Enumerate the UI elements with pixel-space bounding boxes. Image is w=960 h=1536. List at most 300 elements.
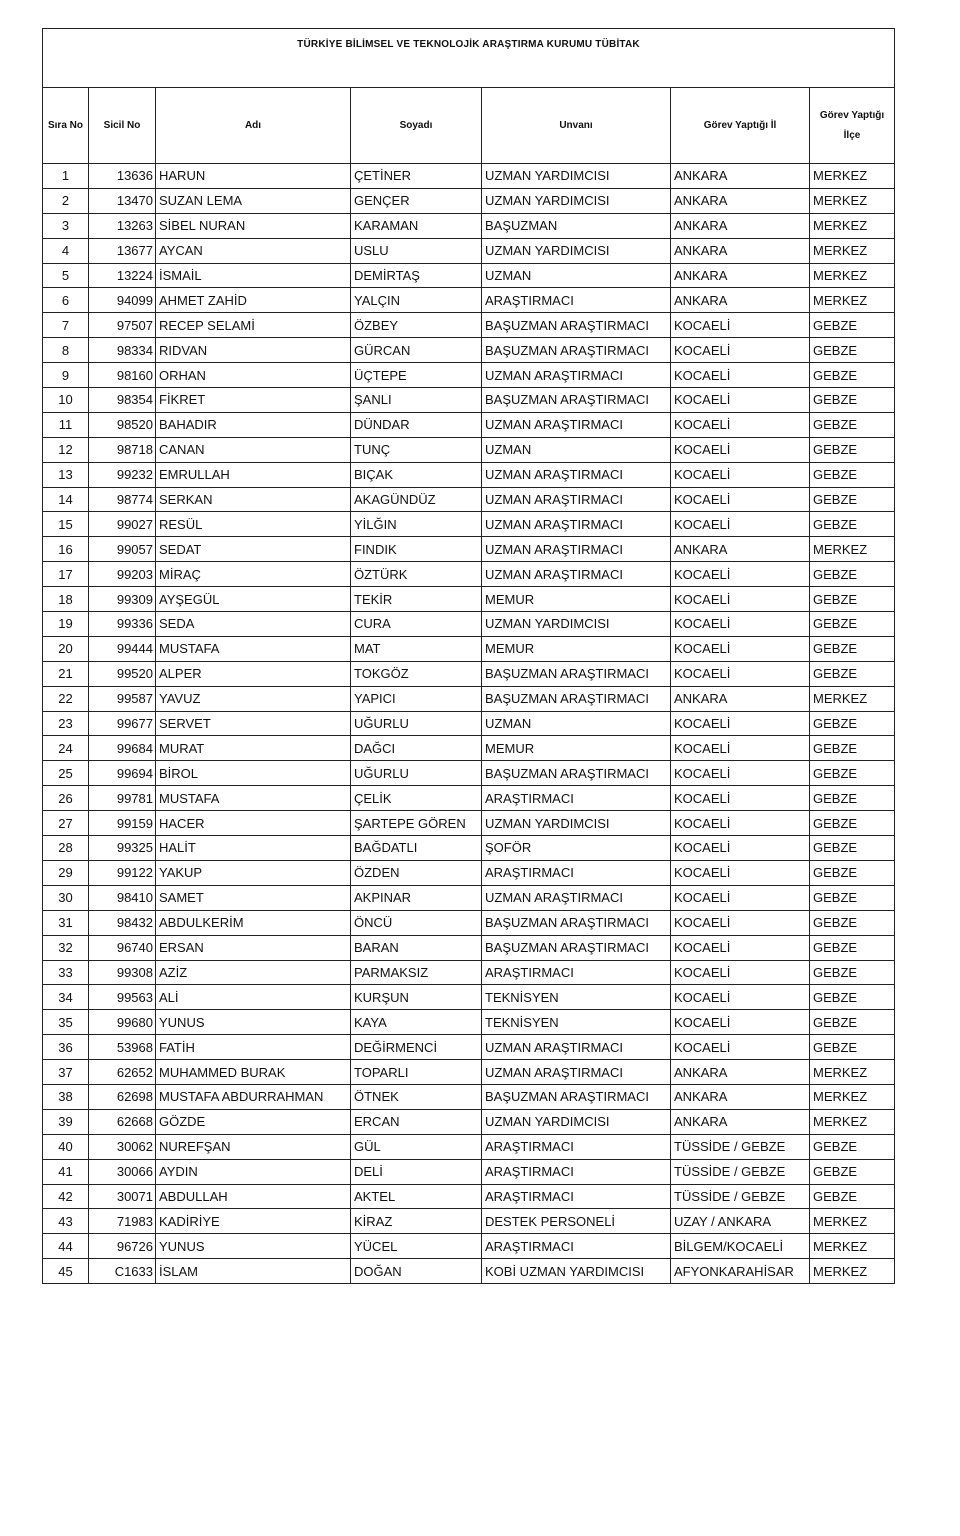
cell-soyadi: DEMİRTAŞ xyxy=(351,263,482,288)
cell-adi: RESÜL xyxy=(156,512,351,537)
cell-sicil-no: 13263 xyxy=(89,213,156,238)
cell-adi: MUSTAFA ABDURRAHMAN xyxy=(156,1084,351,1109)
cell-adi: YUNUS xyxy=(156,1234,351,1259)
cell-unvan: UZMAN YARDIMCISI xyxy=(482,238,671,263)
cell-sicil-no: 98410 xyxy=(89,885,156,910)
cell-sira-no: 41 xyxy=(43,1159,89,1184)
cell-sicil-no: 13677 xyxy=(89,238,156,263)
cell-unvan: BAŞUZMAN ARAŞTIRMACI xyxy=(482,686,671,711)
cell-ilce: GEBZE xyxy=(810,761,895,786)
cell-ilce: GEBZE xyxy=(810,960,895,985)
cell-adi: SEDAT xyxy=(156,537,351,562)
cell-adi: KADİRİYE xyxy=(156,1209,351,1234)
cell-adi: HARUN xyxy=(156,164,351,189)
cell-sira-no: 29 xyxy=(43,860,89,885)
cell-sicil-no: C1633 xyxy=(89,1259,156,1284)
cell-sicil-no: 62668 xyxy=(89,1109,156,1134)
cell-il: ANKARA xyxy=(671,238,810,263)
cell-sira-no: 31 xyxy=(43,910,89,935)
cell-sicil-no: 99680 xyxy=(89,1010,156,1035)
cell-soyadi: YÜCEL xyxy=(351,1234,482,1259)
cell-adi: YAVUZ xyxy=(156,686,351,711)
cell-soyadi: GENÇER xyxy=(351,188,482,213)
cell-adi: AYDIN xyxy=(156,1159,351,1184)
cell-unvan: KOBİ UZMAN YARDIMCISI xyxy=(482,1259,671,1284)
cell-ilce: GEBZE xyxy=(810,487,895,512)
cell-adi: AZİZ xyxy=(156,960,351,985)
cell-adi: NUREFŞAN xyxy=(156,1134,351,1159)
table-row xyxy=(43,263,895,288)
cell-soyadi: USLU xyxy=(351,238,482,263)
cell-adi: FATİH xyxy=(156,1035,351,1060)
cell-sira-no: 13 xyxy=(43,462,89,487)
cell-il: KOCAELİ xyxy=(671,338,810,363)
cell-unvan: UZMAN xyxy=(482,711,671,736)
table-row xyxy=(43,1134,895,1159)
cell-adi: SERVET xyxy=(156,711,351,736)
cell-sicil-no: 99336 xyxy=(89,612,156,637)
cell-ilce: GEBZE xyxy=(810,985,895,1010)
cell-ilce: MERKEZ xyxy=(810,164,895,189)
cell-il: ANKARA xyxy=(671,164,810,189)
cell-sira-no: 8 xyxy=(43,338,89,363)
cell-il: KOCAELİ xyxy=(671,437,810,462)
cell-soyadi: BAĞDATLI xyxy=(351,836,482,861)
table-row xyxy=(43,1060,895,1085)
cell-sicil-no: 99520 xyxy=(89,661,156,686)
cell-il: KOCAELİ xyxy=(671,1035,810,1060)
cell-ilce: GEBZE xyxy=(810,363,895,388)
cell-ilce: GEBZE xyxy=(810,1010,895,1035)
cell-sicil-no: 99694 xyxy=(89,761,156,786)
table-row xyxy=(43,910,895,935)
header-sira-no: Sıra No xyxy=(43,88,89,164)
cell-ilce: MERKEZ xyxy=(810,686,895,711)
cell-soyadi: CURA xyxy=(351,612,482,637)
cell-soyadi: GÜRCAN xyxy=(351,338,482,363)
cell-ilce: MERKEZ xyxy=(810,288,895,313)
cell-sira-no: 35 xyxy=(43,1010,89,1035)
table-row xyxy=(43,935,895,960)
cell-adi: ERSAN xyxy=(156,935,351,960)
cell-ilce: MERKEZ xyxy=(810,1060,895,1085)
table-row xyxy=(43,860,895,885)
cell-sira-no: 33 xyxy=(43,960,89,985)
cell-adi: MUSTAFA xyxy=(156,786,351,811)
cell-ilce: GEBZE xyxy=(810,711,895,736)
table-row xyxy=(43,412,895,437)
cell-soyadi: ÖNCÜ xyxy=(351,910,482,935)
cell-soyadi: AKAGÜNDÜZ xyxy=(351,487,482,512)
table-row xyxy=(43,636,895,661)
cell-ilce: GEBZE xyxy=(810,1184,895,1209)
cell-sira-no: 30 xyxy=(43,885,89,910)
cell-sicil-no: 71983 xyxy=(89,1209,156,1234)
cell-sira-no: 11 xyxy=(43,412,89,437)
cell-unvan: UZMAN ARAŞTIRMACI xyxy=(482,1035,671,1060)
table-header-row xyxy=(43,88,895,164)
cell-soyadi: MAT xyxy=(351,636,482,661)
cell-il: KOCAELİ xyxy=(671,860,810,885)
table-row xyxy=(43,960,895,985)
cell-il: ANKARA xyxy=(671,537,810,562)
table-row xyxy=(43,437,895,462)
table-row xyxy=(43,587,895,612)
cell-sicil-no: 98432 xyxy=(89,910,156,935)
cell-sicil-no: 99587 xyxy=(89,686,156,711)
cell-sicil-no: 96726 xyxy=(89,1234,156,1259)
table-row xyxy=(43,711,895,736)
cell-unvan: MEMUR xyxy=(482,736,671,761)
cell-ilce: MERKEZ xyxy=(810,1209,895,1234)
cell-sira-no: 32 xyxy=(43,935,89,960)
cell-sicil-no: 94099 xyxy=(89,288,156,313)
cell-sira-no: 23 xyxy=(43,711,89,736)
cell-ilce: GEBZE xyxy=(810,636,895,661)
cell-adi: AYCAN xyxy=(156,238,351,263)
cell-soyadi: ÇETİNER xyxy=(351,164,482,189)
cell-il: KOCAELİ xyxy=(671,960,810,985)
cell-sira-no: 4 xyxy=(43,238,89,263)
table-row xyxy=(43,836,895,861)
cell-il: KOCAELİ xyxy=(671,636,810,661)
cell-unvan: BAŞUZMAN ARAŞTIRMACI xyxy=(482,338,671,363)
cell-il: KOCAELİ xyxy=(671,462,810,487)
cell-ilce: GEBZE xyxy=(810,1134,895,1159)
cell-soyadi: ÖZBEY xyxy=(351,313,482,338)
cell-il: KOCAELİ xyxy=(671,761,810,786)
cell-unvan: BAŞUZMAN ARAŞTIRMACI xyxy=(482,1084,671,1109)
cell-unvan: UZMAN xyxy=(482,437,671,462)
cell-soyadi: YAPICI xyxy=(351,686,482,711)
cell-unvan: UZMAN ARAŞTIRMACI xyxy=(482,412,671,437)
table-row xyxy=(43,338,895,363)
cell-sira-no: 18 xyxy=(43,587,89,612)
table-row xyxy=(43,313,895,338)
cell-adi: SAMET xyxy=(156,885,351,910)
cell-soyadi: YALÇIN xyxy=(351,288,482,313)
cell-soyadi: KİRAZ xyxy=(351,1209,482,1234)
cell-adi: ABDULLAH xyxy=(156,1184,351,1209)
cell-sicil-no: 30062 xyxy=(89,1134,156,1159)
cell-soyadi: AKTEL xyxy=(351,1184,482,1209)
cell-soyadi: TOPARLI xyxy=(351,1060,482,1085)
cell-soyadi: ÖTNEK xyxy=(351,1084,482,1109)
table-row xyxy=(43,388,895,413)
cell-sira-no: 22 xyxy=(43,686,89,711)
cell-ilce: GEBZE xyxy=(810,512,895,537)
cell-ilce: MERKEZ xyxy=(810,238,895,263)
cell-adi: YAKUP xyxy=(156,860,351,885)
table-row xyxy=(43,736,895,761)
cell-sicil-no: 99027 xyxy=(89,512,156,537)
cell-ilce: MERKEZ xyxy=(810,1259,895,1284)
cell-il: KOCAELİ xyxy=(671,313,810,338)
cell-soyadi: ÇELİK xyxy=(351,786,482,811)
document-title: TÜRKİYE BİLİMSEL VE TEKNOLOJİK ARAŞTIRMA KURUMU TÜBİTAK xyxy=(43,29,895,88)
cell-unvan: ARAŞTIRMACI xyxy=(482,960,671,985)
cell-adi: EMRULLAH xyxy=(156,462,351,487)
table-row xyxy=(43,363,895,388)
cell-adi: ALPER xyxy=(156,661,351,686)
cell-sira-no: 19 xyxy=(43,612,89,637)
cell-soyadi: DEĞİRMENCİ xyxy=(351,1035,482,1060)
cell-unvan: TEKNİSYEN xyxy=(482,985,671,1010)
table-row xyxy=(43,786,895,811)
cell-ilce: GEBZE xyxy=(810,811,895,836)
cell-sira-no: 37 xyxy=(43,1060,89,1085)
header-soyadi: Soyadı xyxy=(351,88,482,164)
cell-sira-no: 38 xyxy=(43,1084,89,1109)
cell-soyadi: FINDIK xyxy=(351,537,482,562)
cell-sicil-no: 99677 xyxy=(89,711,156,736)
cell-sira-no: 14 xyxy=(43,487,89,512)
cell-ilce: GEBZE xyxy=(810,1159,895,1184)
cell-sira-no: 20 xyxy=(43,636,89,661)
cell-ilce: MERKEZ xyxy=(810,1234,895,1259)
cell-unvan: MEMUR xyxy=(482,587,671,612)
cell-soyadi: TEKİR xyxy=(351,587,482,612)
header-il: Görev Yaptığı İl xyxy=(671,88,810,164)
cell-adi: MUSTAFA xyxy=(156,636,351,661)
cell-sira-no: 21 xyxy=(43,661,89,686)
cell-ilce: MERKEZ xyxy=(810,1084,895,1109)
cell-soyadi: ŞARTEPE GÖREN xyxy=(351,811,482,836)
cell-sicil-no: 62652 xyxy=(89,1060,156,1085)
cell-unvan: UZMAN YARDIMCISI xyxy=(482,612,671,637)
cell-il: KOCAELİ xyxy=(671,612,810,637)
header-ilce-line2: İlçe xyxy=(843,129,861,141)
cell-il: KOCAELİ xyxy=(671,512,810,537)
cell-ilce: GEBZE xyxy=(810,661,895,686)
header-adi: Adı xyxy=(156,88,351,164)
cell-ilce: GEBZE xyxy=(810,388,895,413)
table-row xyxy=(43,1084,895,1109)
cell-unvan: ARAŞTIRMACI xyxy=(482,1234,671,1259)
cell-sicil-no: 99309 xyxy=(89,587,156,612)
table-row xyxy=(43,537,895,562)
table-row xyxy=(43,188,895,213)
cell-soyadi: TOKGÖZ xyxy=(351,661,482,686)
cell-soyadi: ÖZTÜRK xyxy=(351,562,482,587)
cell-soyadi: DÜNDAR xyxy=(351,412,482,437)
cell-soyadi: YİLĞIN xyxy=(351,512,482,537)
cell-soyadi: DOĞAN xyxy=(351,1259,482,1284)
cell-unvan: ARAŞTIRMACI xyxy=(482,860,671,885)
cell-sicil-no: 99781 xyxy=(89,786,156,811)
cell-adi: FİKRET xyxy=(156,388,351,413)
cell-unvan: UZMAN YARDIMCISI xyxy=(482,811,671,836)
cell-sicil-no: 99444 xyxy=(89,636,156,661)
table-body xyxy=(43,164,895,1284)
table-row xyxy=(43,288,895,313)
cell-unvan: UZMAN ARAŞTIRMACI xyxy=(482,537,671,562)
cell-adi: ALİ xyxy=(156,985,351,1010)
cell-ilce: GEBZE xyxy=(810,612,895,637)
cell-unvan: UZMAN ARAŞTIRMACI xyxy=(482,512,671,537)
cell-ilce: MERKEZ xyxy=(810,213,895,238)
cell-unvan: UZMAN xyxy=(482,263,671,288)
table-row xyxy=(43,1035,895,1060)
cell-sicil-no: 30066 xyxy=(89,1159,156,1184)
cell-sira-no: 9 xyxy=(43,363,89,388)
personnel-sheet xyxy=(42,28,894,1284)
cell-sira-no: 26 xyxy=(43,786,89,811)
table-row xyxy=(43,985,895,1010)
cell-sira-no: 42 xyxy=(43,1184,89,1209)
table-row xyxy=(43,512,895,537)
personnel-table xyxy=(42,28,895,1284)
cell-il: ANKARA xyxy=(671,1060,810,1085)
cell-ilce: GEBZE xyxy=(810,786,895,811)
cell-il: KOCAELİ xyxy=(671,736,810,761)
cell-sira-no: 10 xyxy=(43,388,89,413)
cell-sira-no: 34 xyxy=(43,985,89,1010)
cell-adi: SERKAN xyxy=(156,487,351,512)
cell-unvan: UZMAN YARDIMCISI xyxy=(482,188,671,213)
cell-soyadi: ÖZDEN xyxy=(351,860,482,885)
cell-sicil-no: 13224 xyxy=(89,263,156,288)
cell-sicil-no: 99232 xyxy=(89,462,156,487)
cell-sira-no: 16 xyxy=(43,537,89,562)
cell-soyadi: KARAMAN xyxy=(351,213,482,238)
table-row xyxy=(43,1109,895,1134)
cell-soyadi: PARMAKSIZ xyxy=(351,960,482,985)
cell-il: KOCAELİ xyxy=(671,836,810,861)
cell-adi: SİBEL NURAN xyxy=(156,213,351,238)
cell-sira-no: 28 xyxy=(43,836,89,861)
table-row xyxy=(43,487,895,512)
cell-unvan: ARAŞTIRMACI xyxy=(482,1159,671,1184)
cell-soyadi: ŞANLI xyxy=(351,388,482,413)
cell-soyadi: AKPINAR xyxy=(351,885,482,910)
cell-sicil-no: 98718 xyxy=(89,437,156,462)
cell-sicil-no: 99308 xyxy=(89,960,156,985)
table-row xyxy=(43,1259,895,1284)
cell-adi: SUZAN LEMA xyxy=(156,188,351,213)
cell-ilce: GEBZE xyxy=(810,338,895,363)
cell-il: ANKARA xyxy=(671,1109,810,1134)
cell-sicil-no: 99159 xyxy=(89,811,156,836)
cell-ilce: GEBZE xyxy=(810,313,895,338)
cell-adi: BAHADIR xyxy=(156,412,351,437)
cell-unvan: BAŞUZMAN ARAŞTIRMACI xyxy=(482,910,671,935)
table-row xyxy=(43,661,895,686)
cell-il: KOCAELİ xyxy=(671,786,810,811)
cell-sira-no: 12 xyxy=(43,437,89,462)
cell-il: KOCAELİ xyxy=(671,1010,810,1035)
cell-ilce: GEBZE xyxy=(810,437,895,462)
cell-unvan: BAŞUZMAN ARAŞTIRMACI xyxy=(482,661,671,686)
cell-sira-no: 44 xyxy=(43,1234,89,1259)
table-row xyxy=(43,686,895,711)
cell-ilce: GEBZE xyxy=(810,1035,895,1060)
cell-il: ANKARA xyxy=(671,686,810,711)
cell-adi: MİRAÇ xyxy=(156,562,351,587)
header-ilce xyxy=(810,88,895,164)
cell-adi: AHMET ZAHİD xyxy=(156,288,351,313)
cell-soyadi: DELİ xyxy=(351,1159,482,1184)
cell-il: UZAY / ANKARA xyxy=(671,1209,810,1234)
cell-sira-no: 6 xyxy=(43,288,89,313)
cell-il: KOCAELİ xyxy=(671,487,810,512)
cell-sicil-no: 99203 xyxy=(89,562,156,587)
cell-sicil-no: 13470 xyxy=(89,188,156,213)
cell-unvan: ARAŞTIRMACI xyxy=(482,288,671,313)
cell-il: ANKARA xyxy=(671,288,810,313)
cell-ilce: MERKEZ xyxy=(810,1109,895,1134)
cell-soyadi: KAYA xyxy=(351,1010,482,1035)
cell-il: KOCAELİ xyxy=(671,587,810,612)
cell-il: ANKARA xyxy=(671,263,810,288)
cell-sira-no: 27 xyxy=(43,811,89,836)
cell-soyadi: GÜL xyxy=(351,1134,482,1159)
cell-ilce: GEBZE xyxy=(810,836,895,861)
cell-sira-no: 39 xyxy=(43,1109,89,1134)
cell-unvan: UZMAN ARAŞTIRMACI xyxy=(482,1060,671,1085)
cell-il: TÜSSİDE / GEBZE xyxy=(671,1134,810,1159)
cell-il: AFYONKARAHİSAR xyxy=(671,1259,810,1284)
cell-soyadi: DAĞCI xyxy=(351,736,482,761)
cell-soyadi: KURŞUN xyxy=(351,985,482,1010)
cell-unvan: UZMAN YARDIMCISI xyxy=(482,164,671,189)
table-row xyxy=(43,1209,895,1234)
cell-sicil-no: 99563 xyxy=(89,985,156,1010)
cell-sicil-no: 62698 xyxy=(89,1084,156,1109)
cell-ilce: GEBZE xyxy=(810,562,895,587)
cell-il: ANKARA xyxy=(671,1084,810,1109)
cell-unvan: BAŞUZMAN ARAŞTIRMACI xyxy=(482,935,671,960)
cell-il: KOCAELİ xyxy=(671,711,810,736)
cell-sicil-no: 97507 xyxy=(89,313,156,338)
cell-ilce: GEBZE xyxy=(810,736,895,761)
cell-sira-no: 17 xyxy=(43,562,89,587)
cell-il: KOCAELİ xyxy=(671,388,810,413)
table-row xyxy=(43,811,895,836)
cell-unvan: BAŞUZMAN ARAŞTIRMACI xyxy=(482,388,671,413)
cell-adi: CANAN xyxy=(156,437,351,462)
header-ilce-line1: Görev Yaptığı xyxy=(819,109,885,121)
cell-sicil-no: 98334 xyxy=(89,338,156,363)
cell-sicil-no: 98354 xyxy=(89,388,156,413)
header-sicil-no: Sicil No xyxy=(89,88,156,164)
cell-unvan: ARAŞTIRMACI xyxy=(482,786,671,811)
table-row xyxy=(43,1159,895,1184)
cell-adi: GÖZDE xyxy=(156,1109,351,1134)
cell-il: KOCAELİ xyxy=(671,985,810,1010)
cell-ilce: GEBZE xyxy=(810,885,895,910)
cell-sira-no: 24 xyxy=(43,736,89,761)
cell-ilce: MERKEZ xyxy=(810,263,895,288)
cell-unvan: UZMAN ARAŞTIRMACI xyxy=(482,562,671,587)
cell-ilce: GEBZE xyxy=(810,587,895,612)
cell-unvan: UZMAN ARAŞTIRMACI xyxy=(482,487,671,512)
cell-adi: ABDULKERİM xyxy=(156,910,351,935)
cell-unvan: UZMAN ARAŞTIRMACI xyxy=(482,462,671,487)
cell-sicil-no: 99684 xyxy=(89,736,156,761)
table-row xyxy=(43,462,895,487)
cell-sira-no: 45 xyxy=(43,1259,89,1284)
cell-unvan: DESTEK PERSONELİ xyxy=(482,1209,671,1234)
cell-il: ANKARA xyxy=(671,213,810,238)
cell-soyadi: UĞURLU xyxy=(351,711,482,736)
cell-sira-no: 5 xyxy=(43,263,89,288)
cell-unvan: ARAŞTIRMACI xyxy=(482,1184,671,1209)
cell-il: BİLGEM/KOCAELİ xyxy=(671,1234,810,1259)
cell-unvan: UZMAN ARAŞTIRMACI xyxy=(482,363,671,388)
cell-sira-no: 1 xyxy=(43,164,89,189)
cell-ilce: GEBZE xyxy=(810,860,895,885)
